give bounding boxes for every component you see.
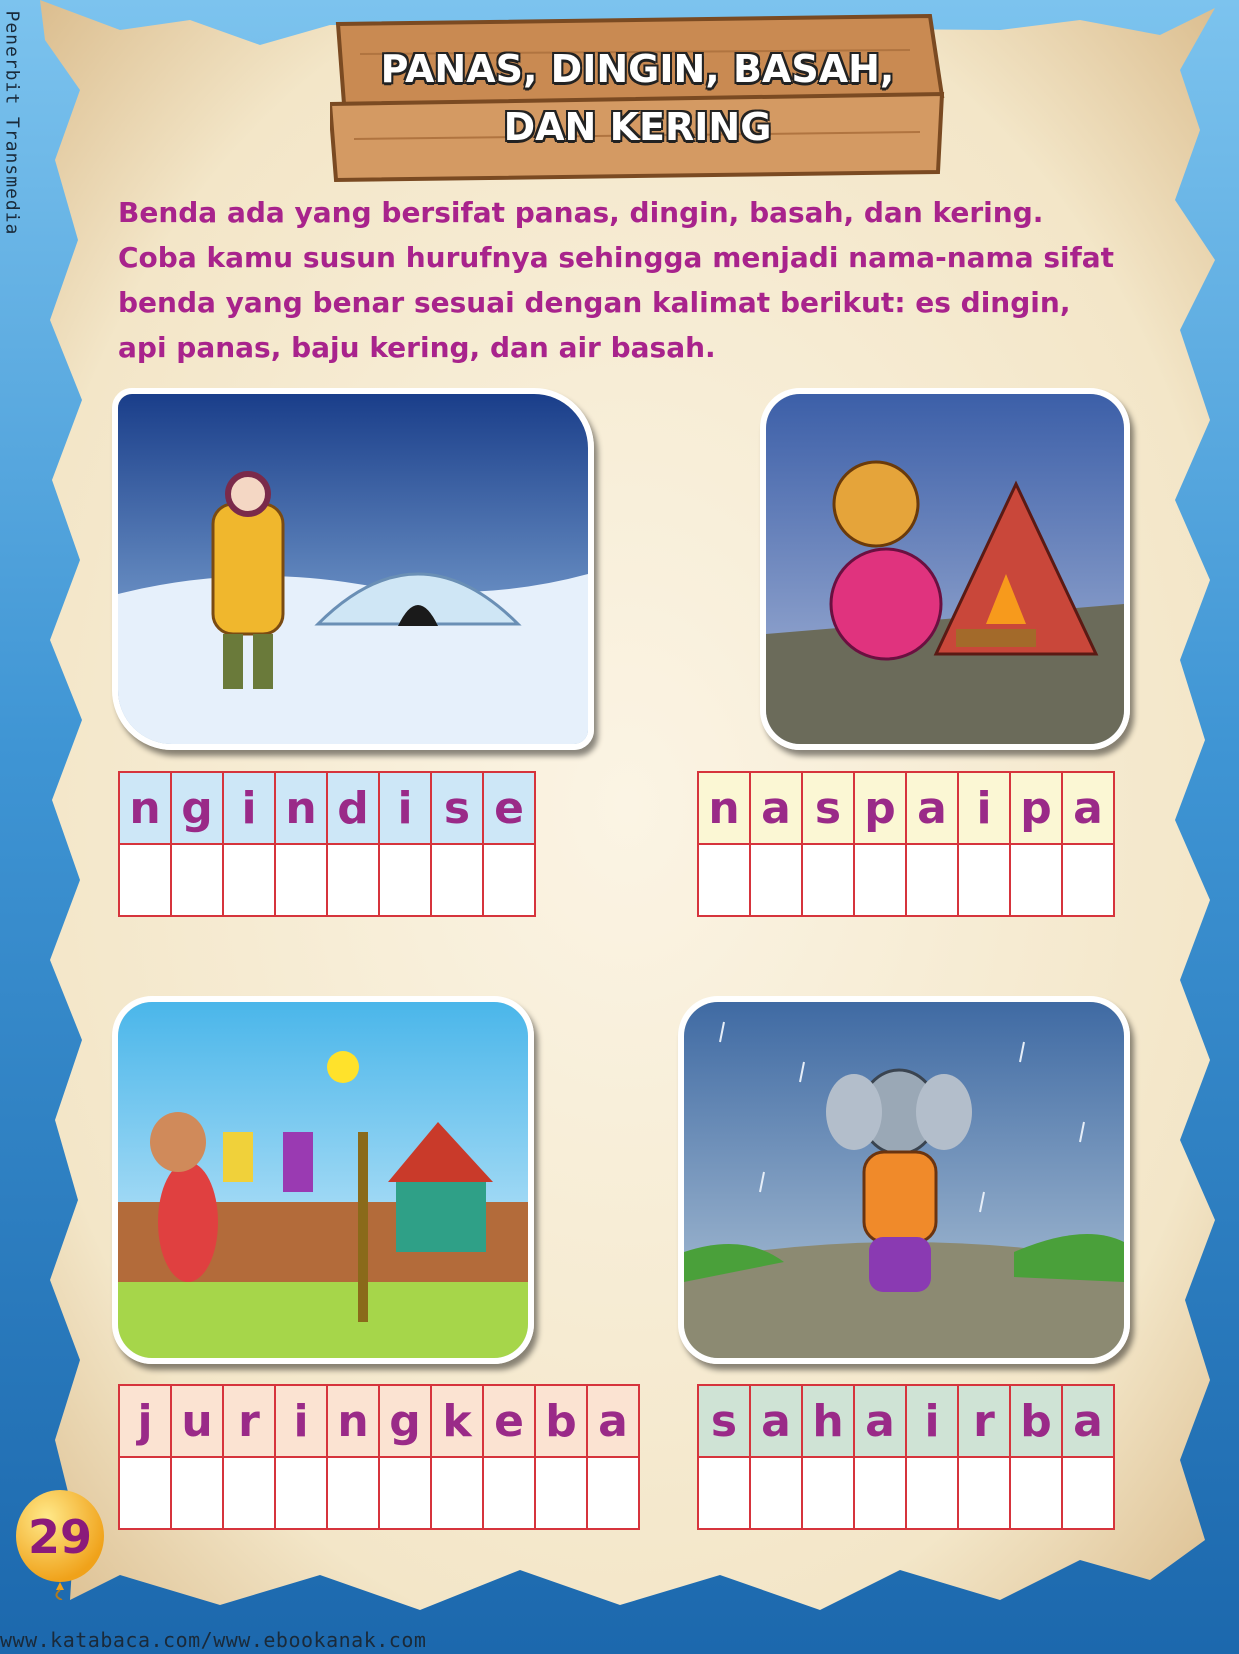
scrambled-letter-cell: i — [275, 1385, 327, 1457]
scrambled-letter-cell: i — [906, 1385, 958, 1457]
scrambled-letter-cell: p — [854, 772, 906, 844]
answer-cell[interactable] — [119, 844, 171, 916]
answer-cell[interactable] — [171, 844, 223, 916]
scrambled-letter-cell: j — [119, 1385, 171, 1457]
picture-igloo-cold — [112, 388, 594, 750]
scrambled-letter-cell: n — [327, 1385, 379, 1457]
answer-cell[interactable] — [275, 1457, 327, 1529]
scrambled-letter-cell: a — [1062, 1385, 1114, 1457]
answer-cell[interactable] — [535, 1457, 587, 1529]
scrambled-letter-cell: r — [958, 1385, 1010, 1457]
scrambled-letter-cell: a — [854, 1385, 906, 1457]
answer-cell[interactable] — [275, 844, 327, 916]
answer-cell[interactable] — [223, 1457, 275, 1529]
scrambled-letters-row — [119, 1385, 639, 1457]
publisher-credit: Penerbit Transmedia — [1, 10, 23, 236]
answer-cell[interactable] — [431, 1457, 483, 1529]
scrambled-letter-cell: n — [698, 772, 750, 844]
answer-cell[interactable] — [906, 844, 958, 916]
answer-row — [119, 1457, 639, 1529]
answer-cell[interactable] — [327, 1457, 379, 1529]
title-line-1: PANAS, DINGIN, BASAH, — [380, 47, 895, 91]
scrambled-letter-cell: b — [1010, 1385, 1062, 1457]
answer-cell[interactable] — [223, 844, 275, 916]
scrambled-letters-row — [698, 772, 1114, 844]
answer-cell[interactable] — [171, 1457, 223, 1529]
picture-campfire-hot — [760, 388, 1130, 750]
answer-cell[interactable] — [1062, 844, 1114, 916]
scrambled-letter-cell: a — [587, 1385, 639, 1457]
page-number: 29 — [27, 1510, 92, 1564]
answer-row — [698, 1457, 1114, 1529]
puzzle-grid-1 — [118, 771, 536, 917]
answer-cell[interactable] — [1010, 844, 1062, 916]
answer-cell[interactable] — [587, 1457, 639, 1529]
scrambled-letter-cell: a — [1062, 772, 1114, 844]
puzzle-grid-2 — [697, 771, 1115, 917]
page-number-balloon — [12, 1488, 108, 1600]
answer-cell[interactable] — [854, 1457, 906, 1529]
scrambled-letter-cell: g — [171, 772, 223, 844]
scrambled-letter-cell: i — [223, 772, 275, 844]
answer-cell[interactable] — [327, 844, 379, 916]
answer-cell[interactable] — [958, 1457, 1010, 1529]
scrambled-letters-row — [698, 1385, 1114, 1457]
scrambled-letter-cell: s — [431, 772, 483, 844]
scrambled-letter-cell: i — [379, 772, 431, 844]
scrambled-letter-cell: e — [483, 772, 535, 844]
answer-cell[interactable] — [750, 1457, 802, 1529]
page-title — [330, 40, 945, 156]
answer-row — [119, 844, 535, 916]
answer-cell[interactable] — [750, 844, 802, 916]
answer-cell[interactable] — [698, 1457, 750, 1529]
answer-cell[interactable] — [698, 844, 750, 916]
answer-cell[interactable] — [483, 844, 535, 916]
scrambled-letter-cell: b — [535, 1385, 587, 1457]
answer-cell[interactable] — [802, 1457, 854, 1529]
scrambled-letter-cell: h — [802, 1385, 854, 1457]
scrambled-letter-cell: g — [379, 1385, 431, 1457]
answer-cell[interactable] — [906, 1457, 958, 1529]
answer-cell[interactable] — [379, 844, 431, 916]
scrambled-letter-cell: n — [119, 772, 171, 844]
scrambled-letter-cell: a — [750, 772, 802, 844]
scrambled-letter-cell: i — [958, 772, 1010, 844]
scrambled-letter-cell: k — [431, 1385, 483, 1457]
scrambled-letter-cell: p — [1010, 772, 1062, 844]
puzzle-grid-4 — [697, 1384, 1115, 1530]
answer-row — [698, 844, 1114, 916]
scrambled-letter-cell: d — [327, 772, 379, 844]
scrambled-letter-cell: a — [906, 772, 958, 844]
scrambled-letter-cell: a — [750, 1385, 802, 1457]
answer-cell[interactable] — [119, 1457, 171, 1529]
scrambled-letter-cell: s — [802, 772, 854, 844]
answer-cell[interactable] — [1062, 1457, 1114, 1529]
answer-cell[interactable] — [483, 1457, 535, 1529]
scrambled-letter-cell: s — [698, 1385, 750, 1457]
answer-cell[interactable] — [958, 844, 1010, 916]
answer-cell[interactable] — [802, 844, 854, 916]
scrambled-letter-cell: r — [223, 1385, 275, 1457]
title-line-2: DAN KERING — [503, 105, 772, 149]
answer-cell[interactable] — [431, 844, 483, 916]
picture-rain-wet — [678, 996, 1130, 1364]
footer-url: www.katabaca.com/www.ebookanak.com — [0, 1628, 427, 1652]
answer-cell[interactable] — [379, 1457, 431, 1529]
scrambled-letters-row — [119, 772, 535, 844]
instruction-text: Benda ada yang bersifat panas, dingin, basah, dan kering. Coba kamu susun hurufnya sehingga menjadi nama-nama sifat benda yang benar sesuai dengan kalimat berikut: es dingin, api panas, baju kering, dan air basah. — [118, 196, 1115, 364]
answer-cell[interactable] — [854, 844, 906, 916]
scrambled-letter-cell: n — [275, 772, 327, 844]
puzzle-grid-3 — [118, 1384, 640, 1530]
scrambled-letter-cell: u — [171, 1385, 223, 1457]
answer-cell[interactable] — [1010, 1457, 1062, 1529]
picture-laundry-dry — [112, 996, 534, 1364]
scrambled-letter-cell: e — [483, 1385, 535, 1457]
